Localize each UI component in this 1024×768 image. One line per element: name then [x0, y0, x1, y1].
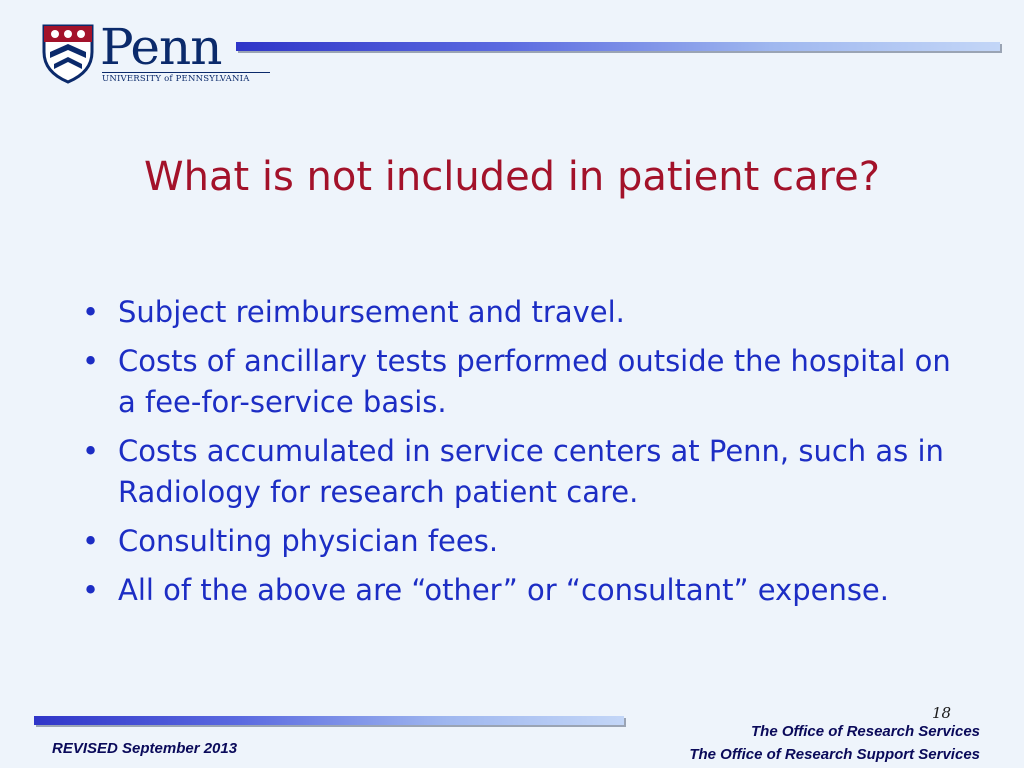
page-number: 18 [932, 704, 952, 722]
bullet-text: Subject reimbursement and travel. [118, 295, 625, 329]
bullet-dot-icon: • [82, 524, 100, 558]
bullet-dot-icon: • [82, 344, 100, 378]
footer-office-line2: The Office of Research Support Services [689, 746, 980, 763]
bullet-text: Consulting physician fees. [118, 524, 499, 558]
bullet-list [80, 292, 960, 619]
header-gradient-bar [236, 42, 1000, 51]
bullet-item [80, 292, 960, 333]
footer-office-names [689, 720, 980, 766]
bullet-text: Costs of ancillary tests performed outside the hospital on a fee-for-service basis. [118, 344, 951, 419]
penn-logo [40, 18, 250, 88]
penn-shield-icon [40, 22, 96, 84]
bullet-text: Costs accumulated in service centers at Penn, such as in Radiology for research patient care. [118, 434, 944, 509]
bullet-item [80, 341, 960, 423]
slide-title: What is not included in patient care? [144, 154, 880, 200]
penn-wordmark: Penn [100, 18, 222, 76]
bullet-dot-icon: • [82, 295, 100, 329]
footer-office-line1: The Office of Research Services [751, 723, 980, 740]
bullet-item [80, 570, 960, 611]
penn-wordmark-subtitle: UNIVERSITY of PENNSYLVANIA [102, 72, 270, 84]
bullet-item [80, 431, 960, 513]
bullet-dot-icon: • [82, 434, 100, 468]
bullet-text: All of the above are “other” or “consultant” expense. [118, 573, 889, 607]
footer-revised-date: REVISED September 2013 [52, 740, 238, 757]
bullet-item [80, 521, 960, 562]
footer-gradient-bar [34, 716, 624, 725]
bullet-dot-icon: • [82, 573, 100, 607]
